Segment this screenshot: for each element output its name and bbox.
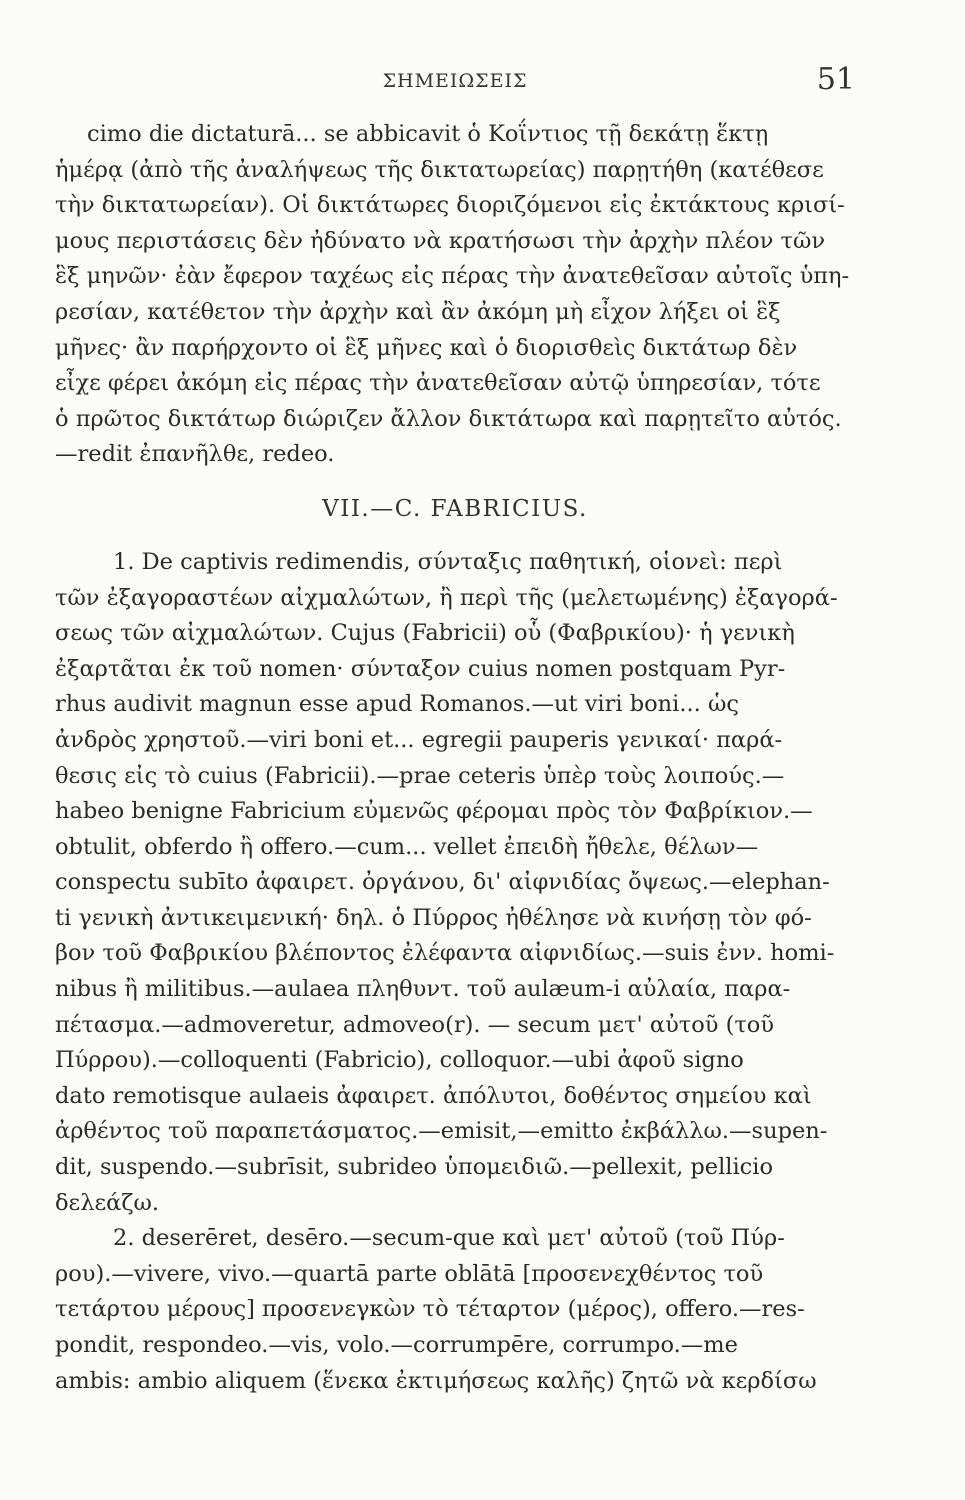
text-line: nibus ἢ militibus.—aulaea πληθυντ. τοῦ aulæum-i αὐλαία, παρα- bbox=[55, 976, 791, 1003]
text-line: ρεσίαν, κατέθετον τὴν ἀρχὴν καὶ ἂν ἀκόμη μὴ εἶχον λήξει οἱ ἓξ bbox=[55, 298, 781, 325]
text-line: μῆνες· ἂν παρήρχοντο οἱ ἓξ μῆνες καὶ ὁ διορισθεὶς δικτάτωρ δὲν bbox=[55, 334, 798, 361]
text-line: ρου).—vivere, vivo.—quartā parte oblātā [προσενεχθέντος τοῦ bbox=[55, 1260, 764, 1287]
text-line: βον τοῦ Φαβρικίου βλέποντος ἐλέφαντα αἰφνιδίως.—suis ἐνν. homi- bbox=[55, 940, 835, 967]
text-line: ὁ πρῶτος δικτάτωρ διώριζεν ἄλλον δικτάτωρα καὶ παρῃτεῖτο αὐτός. bbox=[55, 405, 842, 432]
text-line: dato remotisque aulaeis ἀφαιρετ. ἀπόλυτοι, δοθέντος σημείου καὶ bbox=[55, 1082, 812, 1109]
text-line: τῶν ἐξαγοραστέων αἰχμαλώτων, ἢ περὶ τῆς (μελετωμένης) ἐξαγορά- bbox=[55, 584, 838, 611]
section-heading: VII.—C. FABRICIUS. bbox=[322, 495, 588, 522]
text-line: cimo die dictaturā... se abbicavit ὁ Κοΐντιος τῇ δεκάτῃ ἕκτῃ bbox=[87, 121, 769, 147]
text-line: 2. deserēret, desēro.—secum-que καὶ μετ' αὐτοῦ (τοῦ Πύρ- bbox=[113, 1225, 785, 1252]
text-line: —redit ἐπανῆλθε, redeo. bbox=[55, 441, 335, 468]
text-line: obtulit, obferdo ἢ offero.—cum... vellet ἐπειδὴ ἤθελε, θέλων— bbox=[55, 833, 759, 860]
text-line: ἀρθέντος τοῦ παραπετάσματος.—emisit,—emitto ἐκβάλλω.—supen- bbox=[55, 1118, 828, 1145]
text-line: rhus audivit magnun esse apud Romanos.—ut viri boni... ὡς bbox=[55, 691, 739, 718]
text-line: dit, suspendo.—subrīsit, subrideo ὑπομειδιῶ.—pellexit, pellicio bbox=[55, 1154, 774, 1181]
page-body bbox=[55, 117, 855, 1399]
text-line: ti γενικὴ ἀντικειμενική· δηλ. ὁ Πύρρος ἠθέλησε νὰ κινήσῃ τὸν φό- bbox=[55, 904, 812, 931]
text-line: πέτασμα.—admoveretur, admoveo(r). — secum μετ' αὐτοῦ (τοῦ bbox=[55, 1011, 775, 1038]
text-line: ambis: ambio aliquem (ἕνεκα ἐκτιμήσεως καλῆς) ζητῶ νὰ κερδίσω bbox=[55, 1367, 817, 1394]
text-line: ἐξαρτᾶται ἐκ τοῦ nomen· σύνταξον cuius nomen postquam Pyr- bbox=[55, 655, 786, 682]
text-line: τετάρτου μέρους] προσενεγκὼν τὸ τέταρτον (μέρος), offero.—res- bbox=[55, 1296, 805, 1323]
text-line: ἡμέρᾳ (ἀπὸ τῆς ἀναλήψεως τῆς δικτατωρείας) παρῃτήθη (κατέθεσε bbox=[55, 156, 824, 183]
text-line: 1. De captivis redimendis, σύνταξις παθητική, οἱονεὶ: περὶ bbox=[113, 548, 783, 575]
text-line: δελεάζω. bbox=[55, 1189, 160, 1216]
text-line: τὴν δικτατωρείαν). Οἱ δικτάτωρες διοριζόμενοι εἰς ἐκτάκτους κρισί- bbox=[55, 192, 845, 219]
text-line: εἶχε φέρει ἀκόμη εἰς πέρας τὴν ἀνατεθεῖσαν αὐτῷ ὑπηρεσίαν, τότε bbox=[55, 370, 821, 397]
text-line: θεσις εἰς τὸ cuius (Fabricii).—prae ceteris ὑπὲρ τοὺς λοιπούς.— bbox=[55, 762, 785, 789]
text-line: habeo benigne Fabricium εὐμενῶς φέρομαι πρὸς τὸν Φαβρίκιον.— bbox=[55, 798, 813, 825]
page-header bbox=[55, 62, 855, 106]
text-line: ἓξ μηνῶν· ἐὰν ἔφερον ταχέως εἰς πέρας τὴν ἀνατεθεῖσαν αὐτοῖς ὑπη- bbox=[55, 263, 850, 290]
running-title: ΣΗΜΕΙΩΣΕΙΣ bbox=[382, 70, 528, 92]
text-line: conspectu subīto ἀφαιρετ. ὀργάνου, δι' αἰφνιδίας ὄψεως.—elephan- bbox=[55, 869, 830, 896]
text-line: μους περιστάσεις δὲν ἠδύνατο νὰ κρατήσωσι τὴν ἀρχὴν πλέον τῶν bbox=[55, 227, 826, 254]
text-line: Πύρρου).—colloquenti (Fabricio), colloquor.—ubi ἀφοῦ signo bbox=[55, 1047, 744, 1074]
page-number: 51 bbox=[816, 62, 855, 97]
text-line: ἀνδρὸς χρηστοῦ.—viri boni et... egregii pauperis γενικαί· παρά- bbox=[55, 726, 783, 753]
text-line: pondit, respondeo.—vis, volo.—corrumpēre, corrumpo.—me bbox=[55, 1332, 738, 1358]
text-line: σεως τῶν αἰχμαλώτων. Cujus (Fabricii) οὗ (Φαβρικίου)· ἡ γενικὴ bbox=[55, 620, 795, 647]
